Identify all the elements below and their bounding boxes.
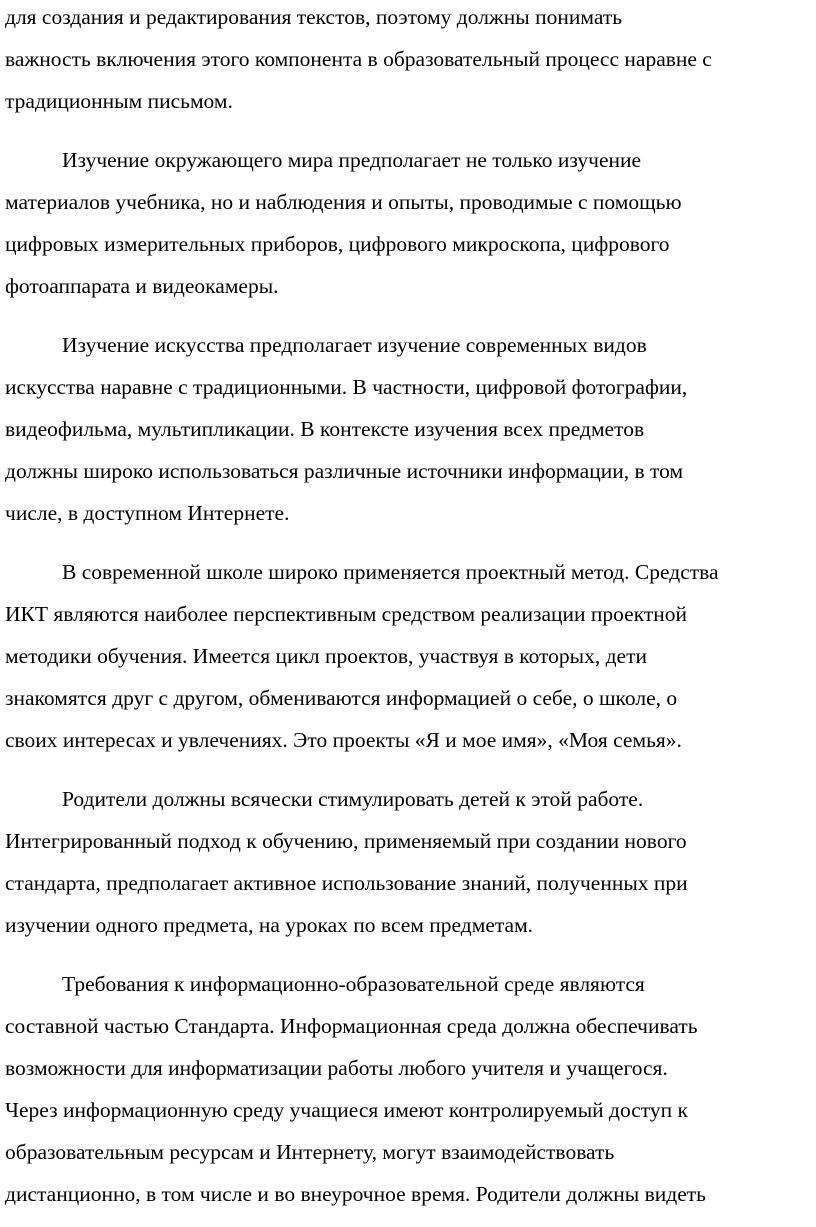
text-line: должны широко использоваться различные источники информации, в том [5,459,684,483]
text-line: В современной школе широко применяется проектный метод. Средства [62,560,719,584]
text-line: методики обучения. Имеется цикл проектов, участвуя в которых, дети [5,644,647,668]
text-line: искусства наравне с традиционными. В частности, цифровой фотографии, [5,375,688,399]
text-line: фотоаппарата и видеокамеры. [5,274,279,298]
text-line: видеофильма, мультипликации. В контексте изучения всех предметов [5,417,645,441]
text-line: важность включения этого компонента в образовательный процесс наравне с [5,47,712,71]
text-line: числе, в доступном Интернете. [5,501,290,525]
text-line: стандарта, предполагает активное использование знаний, полученных при [5,871,688,895]
text-line: изучении одного предмета, на уроках по всем предметам. [5,913,534,937]
text-line: цифровых измерительных приборов, цифрового микроскопа, цифрового [5,232,670,256]
text-line: Изучение окружающего мира предполагает не только изучение [62,148,642,172]
text-line: Интегрированный подход к обучению, применяемый при создании нового [5,829,687,853]
text-line: Требования к информационно-образовательной среде являются [62,972,645,996]
text-line: ИКТ являются наиболее перспективным средством реализации проектной [5,602,688,626]
text-line: возможности для информатизации работы любого учителя и учащегося. [5,1056,668,1080]
text-line: для создания и редактирования текстов, поэтому должны понимать [5,5,623,29]
text-line: Изучение искусства предполагает изучение современных видов [62,333,647,357]
text-line: своих интересах и увлечениях. Это проекты «Я и мое имя», «Моя семья». [5,728,682,752]
text-line: Родители должны всячески стимулировать детей к этой работе. [62,787,644,811]
text-line: дистанционно, в том числе и во внеурочное время. Родители должны видеть [5,1182,706,1206]
text-line: знакомятся друг с другом, обмениваются информацией о себе, о школе, о [5,686,678,710]
text-line: составной частью Стандарта. Информационная среда должна обеспечивать [5,1014,698,1038]
text-line: традиционным письмом. [5,89,233,113]
text-line: Через информационную среду учащиеся имеют контролируемый доступ к [5,1098,688,1122]
text-line: образовательным ресурсам и Интернету, могут взаимодействовать [5,1140,615,1164]
text-line: материалов учебника, но и наблюдения и опыты, проводимые с помощью [5,190,682,214]
